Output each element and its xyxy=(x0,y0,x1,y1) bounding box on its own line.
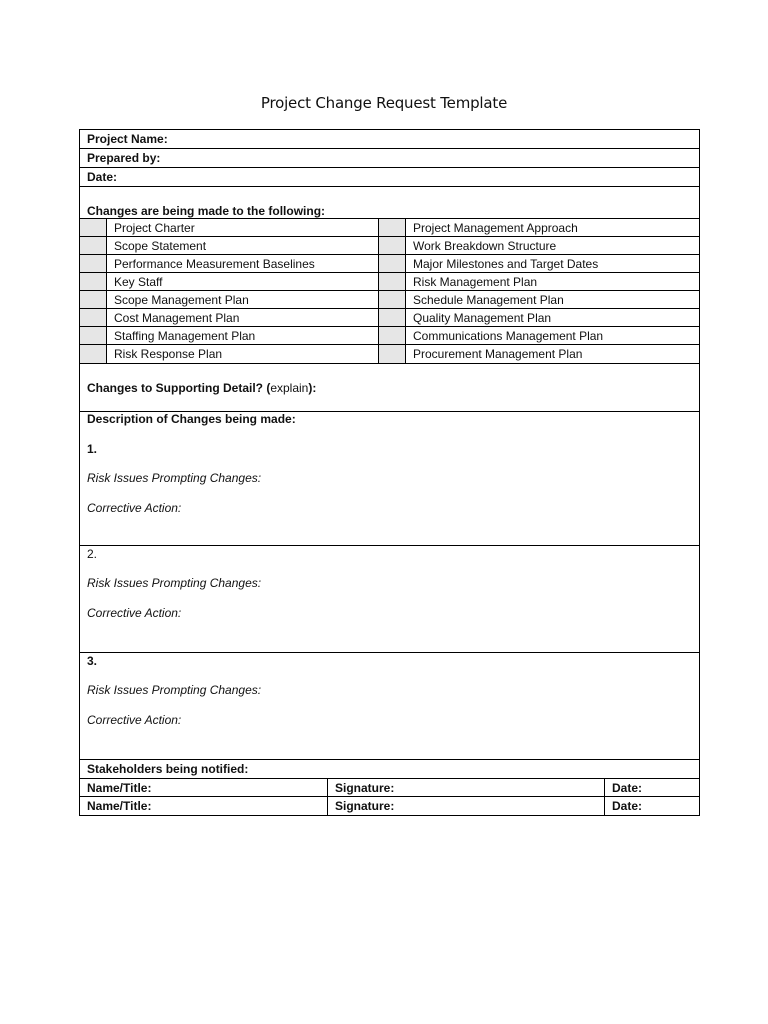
checkbox-communications-management-plan[interactable] xyxy=(379,327,406,345)
changes-section xyxy=(80,187,699,364)
corrective-action-label: Corrective Action: xyxy=(87,713,182,727)
checklist-item: Major Milestones and Target Dates xyxy=(406,255,699,273)
risk-issues-label: Risk Issues Prompting Changes: xyxy=(87,576,262,590)
checklist-item: Performance Measurement Baselines xyxy=(107,255,379,273)
stakeholder-table xyxy=(80,778,699,815)
supporting-detail-close: ): xyxy=(308,381,317,395)
checklist-item: Risk Management Plan xyxy=(406,273,699,291)
supporting-detail-section[interactable] xyxy=(80,364,699,412)
supporting-detail-text: Changes to Supporting Detail? ( xyxy=(87,381,271,395)
checkbox-project-charter[interactable] xyxy=(80,219,107,237)
checkbox-risk-management-plan[interactable] xyxy=(379,273,406,291)
stakeholders-heading: Stakeholders being notified: xyxy=(87,762,249,776)
checkbox-work-breakdown-structure[interactable] xyxy=(379,237,406,255)
signature-field[interactable]: Signature: xyxy=(328,797,605,815)
checkbox-procurement-management-plan[interactable] xyxy=(379,345,406,363)
checklist-item: Schedule Management Plan xyxy=(406,291,699,309)
checkbox-project-management-approach[interactable] xyxy=(379,219,406,237)
checkbox-key-staff[interactable] xyxy=(80,273,107,291)
checkbox-scope-statement[interactable] xyxy=(80,237,107,255)
checkbox-cost-management-plan[interactable] xyxy=(80,309,107,327)
supporting-detail-label xyxy=(80,364,699,395)
date-field[interactable]: Date: xyxy=(612,799,643,813)
checklist-item: Work Breakdown Structure xyxy=(406,237,699,255)
project-name-field[interactable]: Project Name: xyxy=(80,130,699,149)
risk-issues-label: Risk Issues Prompting Changes: xyxy=(87,683,262,697)
checklist-item: Project Management Approach xyxy=(406,219,699,237)
change-request-form xyxy=(79,129,700,816)
checkbox-quality-management-plan[interactable] xyxy=(379,309,406,327)
checkbox-scope-management-plan[interactable] xyxy=(80,291,107,309)
checkbox-staffing-management-plan[interactable] xyxy=(80,327,107,345)
change-item-1[interactable] xyxy=(80,412,699,546)
change-number: 1. xyxy=(87,442,98,456)
checklist-item: Key Staff xyxy=(107,273,379,291)
page-title: Project Change Request Template xyxy=(260,94,508,112)
checkbox-performance-measurement-baselines[interactable] xyxy=(80,255,107,273)
change-number: 2. xyxy=(87,547,98,561)
prepared-by-field[interactable]: Prepared by: xyxy=(80,149,699,168)
corrective-action-label: Corrective Action: xyxy=(87,606,182,620)
explain-note: explain xyxy=(270,381,309,395)
checklist-item: Scope Statement xyxy=(107,237,379,255)
checklist-item: Procurement Management Plan xyxy=(413,347,583,361)
checklist-item: Cost Management Plan xyxy=(107,309,379,327)
checkbox-risk-response-plan[interactable] xyxy=(80,345,107,363)
change-number: 3. xyxy=(87,654,98,668)
checkbox-schedule-management-plan[interactable] xyxy=(379,291,406,309)
change-item-3[interactable] xyxy=(80,653,699,760)
name-title-field[interactable]: Name/Title: xyxy=(80,797,328,815)
checklist-item: Staffing Management Plan xyxy=(107,327,379,345)
date-field[interactable]: Date: xyxy=(80,168,699,187)
checklist-item: Project Charter xyxy=(107,219,379,237)
checklist-item: Quality Management Plan xyxy=(406,309,699,327)
changes-heading: Changes are being made to the following: xyxy=(87,204,326,218)
checkbox-major-milestones[interactable] xyxy=(379,255,406,273)
signature-field[interactable]: Signature: xyxy=(328,779,605,797)
change-item-2[interactable] xyxy=(80,546,699,653)
date-field[interactable]: Date: xyxy=(605,779,699,797)
checklist-item: Risk Response Plan xyxy=(107,345,379,363)
description-heading: Description of Changes being made: xyxy=(87,412,296,426)
checklist-item: Communications Management Plan xyxy=(406,327,699,345)
stakeholders-section xyxy=(80,760,699,815)
name-title-field[interactable]: Name/Title: xyxy=(80,779,328,797)
corrective-action-label: Corrective Action: xyxy=(87,501,182,515)
risk-issues-label: Risk Issues Prompting Changes: xyxy=(87,471,262,485)
checklist-item: Scope Management Plan xyxy=(107,291,379,309)
changes-checklist xyxy=(80,218,699,363)
